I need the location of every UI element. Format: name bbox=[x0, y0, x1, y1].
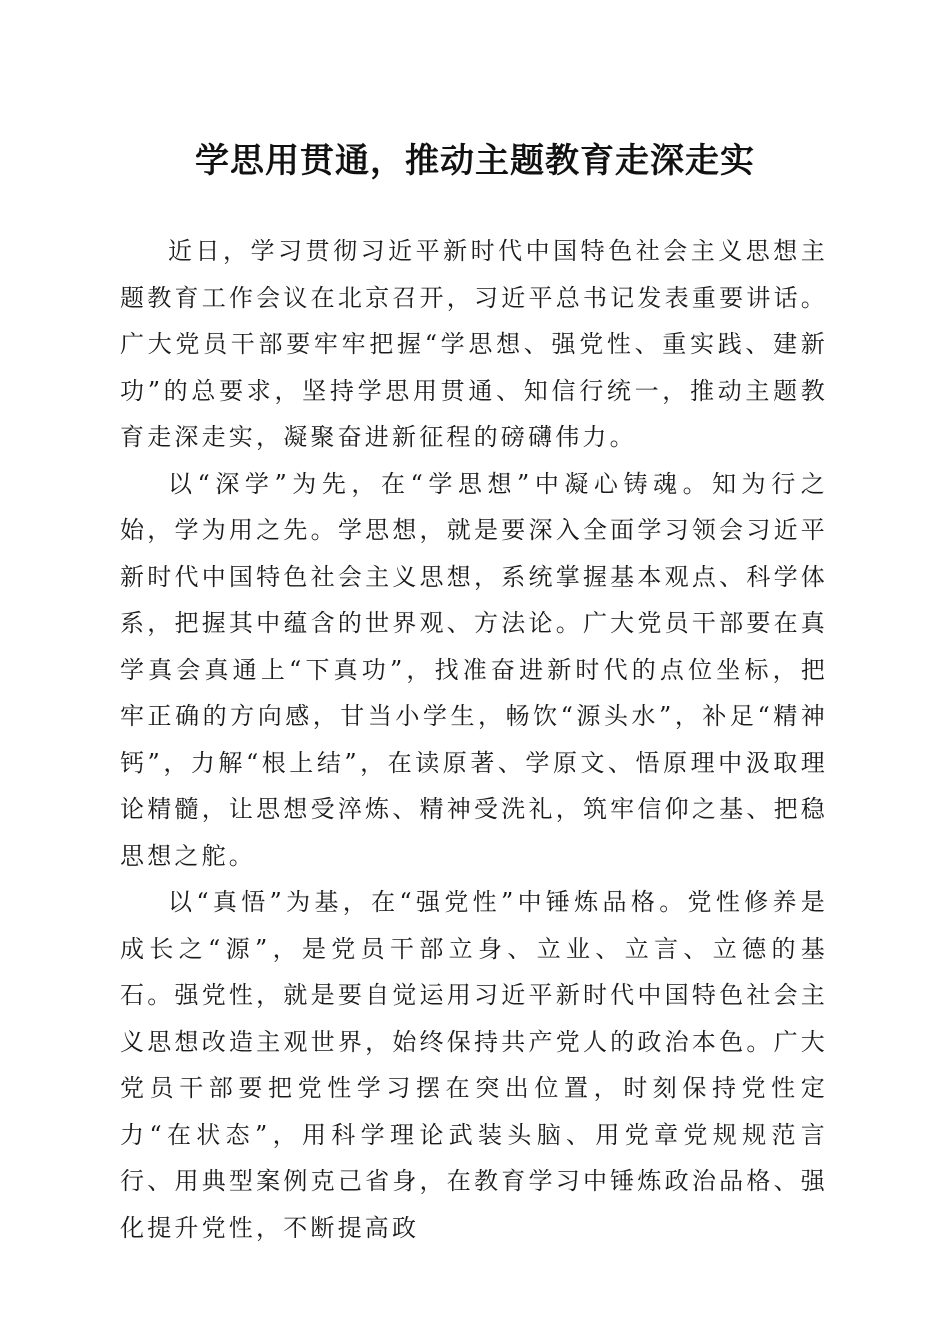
paragraph-strengthen-party-spirit: 以“真悟”为基，在“强党性”中锤炼品格。党性修养是成长之“源”，是党员干部立身、立业、立言、立德的基石。强党性，就是要自觉运用习近平新时代中国特色社会主义思想改造主观世界，始终保持共产党人的政治本色。广大党员干部要把党性学习摆在突出位置，时刻保持党性定力“在状态”，用科学理论武装头脑、用党章党规规范言行、用典型案例克己省身，在教育学习中锤炼政治品格、强化提升党性，不断提高政 bbox=[120, 888, 828, 1242]
paragraph-intro: 近日，学习贯彻习近平新时代中国特色社会主义思想主题教育工作会议在北京召开，习近平总书记发表重要讲话。广大党员干部要牢牢把握“学思想、强党性、重实践、建新功”的总要求，坚持学思用贯通、知信行统一，推动主题教育走深走实，凝聚奋进新征程的磅礴伟力。 bbox=[120, 237, 828, 451]
document-title: 学思用贯通，推动主题教育走深走实 bbox=[195, 141, 755, 181]
document-body bbox=[120, 228, 828, 1251]
paragraph-study-thought: 以“深学”为先，在“学思想”中凝心铸魂。知为行之始，学为用之先。学思想，就是要深入全面学习领会习近平新时代中国特色社会主义思想，系统掌握基本观点、科学体系，把握其中蕴含的世界观、方法论。广大党员干部要在真学真会真通上“下真功”，找准奋进新时代的点位坐标，把牢正确的方向感，甘当小学生，畅饮“源头水”，补足“精神钙”，力解“根上结”，在读原著、学原文、悟原理中汲取理论精髓，让思想受淬炼、精神受洗礼，筑牢信仰之基、把稳思想之舵。 bbox=[120, 469, 828, 870]
